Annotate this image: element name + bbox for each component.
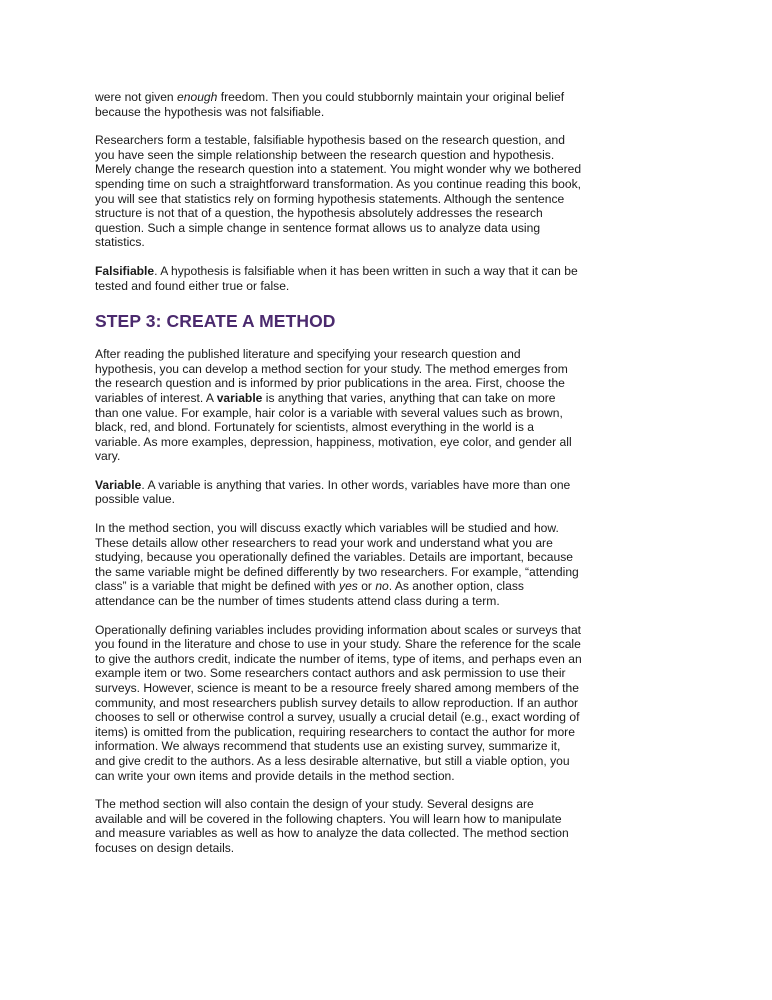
- page-content: [95, 90, 582, 856]
- definition-term: Variable: [95, 477, 142, 492]
- definition-term: Falsifiable: [95, 263, 155, 278]
- section-heading: STEP 3: CREATE A METHOD: [95, 311, 336, 332]
- paragraph-operational-definitions: Operationally defining variables includes providing information about scales or surveys that you found in the literature and chose to use in your study. Share the reference for the scale to give the authors credit, indicate the number of items, type of items, and perhaps even an example item or two. Some researchers contact authors and ask permission to use their surveys. However, science is meant to be a resource freely shared among members of the community, and most researchers publish survey details to allow reproduction. If an author chooses to sell or otherwise control a survey, usually a crucial detail (e.g., exact wording of items) is omitted from the publication, requiring researchers to contact the author for more information. We always recommend that students use an existing survey, summarize it, and give credit to the authors. As a less desirable alternative, but still a viable option, you can write your own items and provide details in the method section.: [95, 622, 582, 783]
- emphasis-text: enough: [177, 90, 218, 104]
- paragraph-method-intro: [95, 347, 582, 464]
- definition-variable: [95, 478, 582, 507]
- paragraph-text: freedom. Then you could stubbornly maintain your original belief because the hypothesis was not falsifiable.: [95, 90, 565, 119]
- paragraph-text: In the method section, you will discuss exactly which variables will be studied and how. These details allow other researchers to read your work and understand what you are studying, because you operationally defined the variables. Details are important, because the same variable might be defined differently by two researchers. For example, “attending class” is a variable that might be defined with: [95, 521, 579, 594]
- paragraph-text: After reading the published literature and specifying your research question and hypothesis, you can develop a method section for your study. The method emerges from the research question and is informed by prior publications in the area. First, choose the variables of interest. A: [95, 347, 568, 405]
- bold-term: variable: [216, 390, 263, 405]
- emphasis-text: no: [375, 579, 389, 594]
- definition-text: . A hypothesis is falsifiable when it has been written in such a way that it can be tested and found either true or false.: [95, 263, 578, 293]
- paragraph-hypothesis: Researchers form a testable, falsifiable hypothesis based on the research question, and you have seen the simple relationship between the research question and hypothesis. Merely change the research question into a statement. You might wonder why we bothered spending time on such a straightforward transformation. As you continue reading this book, you will see that statistics rely on forming hypothesis statements. Although the sentence structure is not that of a question, the hypothesis absolutely addresses the research question. Such a simple change in sentence format allows us to analyze data using statistics.: [95, 133, 582, 250]
- paragraph-continuation: [95, 90, 582, 119]
- emphasis-text: yes: [339, 579, 358, 594]
- paragraph-design: The method section will also contain the design of your study. Several designs are available and will be covered in the following chapters. You will learn how to manipulate and measure variables as well as how to analyze the data collected. The method section focuses on design details.: [95, 797, 569, 855]
- paragraph-variables: [95, 521, 582, 609]
- paragraph-text: . As another option, class attendance can be the number of times students attend class during a term.: [95, 579, 524, 609]
- paragraph-text: were not given: [95, 90, 178, 104]
- paragraph-text: is anything that varies, anything that can take on more than one value. For example, hair color is a variable with several values such as brown, black, red, and blond. Fortunately for scientists, almost everything in the world is a variable. As more examples, depression, happiness, motivation, eye color, and gender all vary.: [95, 390, 572, 464]
- paragraph-text: or: [357, 579, 376, 594]
- definition-falsifiable: [95, 264, 582, 293]
- definition-text: . A variable is anything that varies. In other words, variables have more than one possible value.: [95, 477, 571, 507]
